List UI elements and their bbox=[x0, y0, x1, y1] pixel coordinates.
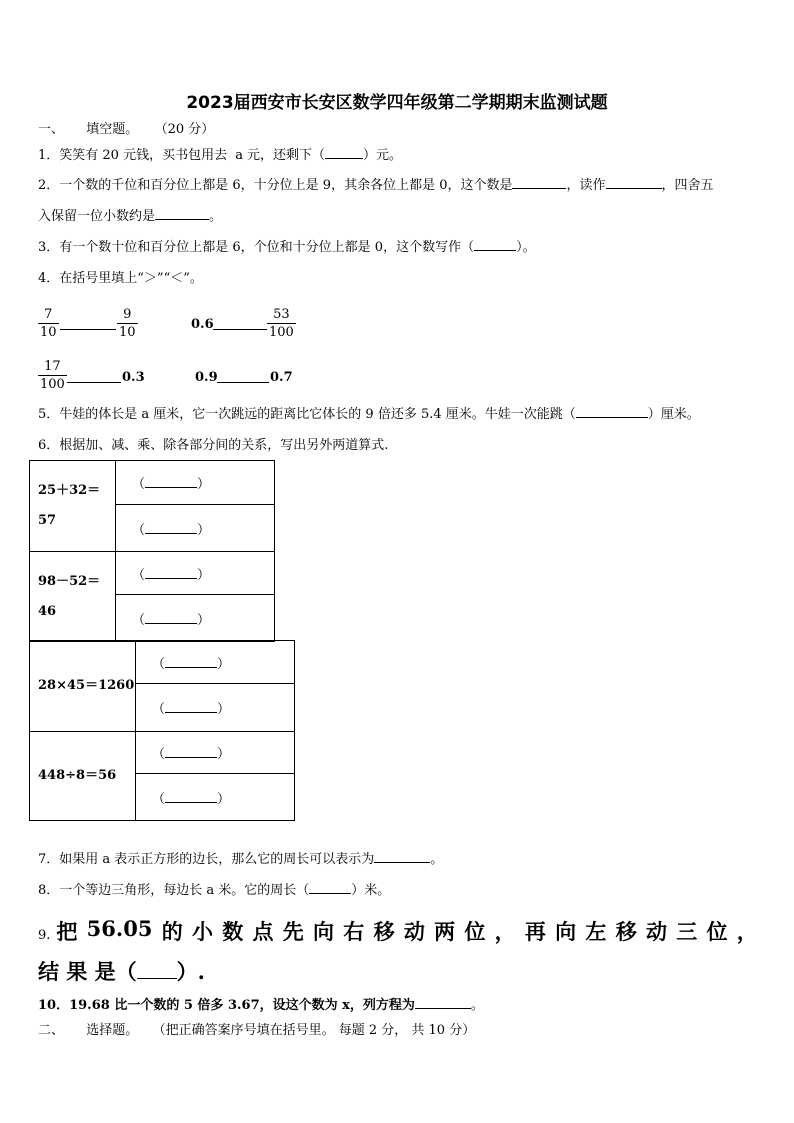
q9-word: 向 bbox=[555, 919, 577, 944]
q9-word: 点 bbox=[252, 919, 274, 944]
q7-text-b: 。 bbox=[430, 852, 444, 867]
q6-row4-answer1[interactable]: （ ） bbox=[136, 732, 295, 774]
q9-word: 再 bbox=[524, 919, 546, 944]
equation-line: 28×45＝1260 bbox=[38, 678, 135, 693]
section2-note: （把正确答案序号填在括号里。 每题 2 分， 共 10 分） bbox=[152, 1023, 476, 1038]
q6-row2-answer1[interactable]: （ ） bbox=[116, 552, 275, 595]
fraction-denominator: 10 bbox=[119, 325, 136, 340]
q4-item3-right-value: 0.3 bbox=[122, 370, 145, 385]
q9-word: 56.05 bbox=[86, 916, 153, 941]
q4-item1-blank[interactable] bbox=[60, 329, 116, 330]
section2-name: 选择题。 bbox=[86, 1023, 139, 1038]
q9-answer-blank[interactable] bbox=[137, 978, 177, 979]
q4-item1-left-fraction bbox=[38, 306, 59, 341]
q9-word: 位 bbox=[706, 919, 728, 944]
equation-line: 448÷8＝56 bbox=[38, 768, 117, 783]
question-6: 6．根据加、减、乘、除各部分间的关系，写出另外两道算式. bbox=[38, 438, 389, 453]
q6-row4-equation bbox=[30, 732, 136, 821]
q9-number: 9. bbox=[38, 928, 51, 943]
q9-word: 动 bbox=[645, 919, 667, 944]
q9-word: 移 bbox=[615, 919, 637, 944]
q9-text-c: ）. bbox=[176, 959, 205, 984]
question-1 bbox=[38, 148, 402, 164]
q5-text-b: ）厘米。 bbox=[647, 407, 700, 422]
q6-row2-answer2[interactable]: （ ） bbox=[116, 595, 275, 642]
q5-text: 5．牛娃的体长是 a 厘米，它一次跳远的距离比它体长的 9 倍还多 5.4 厘米。牛娃一次能跳（ bbox=[38, 407, 576, 422]
question-10 bbox=[38, 998, 484, 1014]
q9-word: 先 bbox=[282, 919, 304, 944]
q6-row3-answer1[interactable]: （ ） bbox=[136, 641, 295, 684]
q9-word: 向 bbox=[313, 919, 335, 944]
equation-line: 25＋32＝ bbox=[38, 483, 101, 498]
equation-line: 46 bbox=[38, 603, 57, 619]
equation-line: 98－52＝ bbox=[38, 573, 101, 589]
question-4: 4．在括号里填上“＞”“＜”。 bbox=[38, 271, 203, 286]
fraction-numerator: 9 bbox=[123, 307, 132, 322]
fraction-numerator: 7 bbox=[44, 307, 53, 322]
q6-table-top bbox=[29, 460, 275, 642]
q9-word: 的 bbox=[161, 919, 183, 944]
fraction-denominator: 100 bbox=[40, 377, 65, 392]
question-2-cont bbox=[38, 209, 222, 225]
q10-text-b: 。 bbox=[470, 998, 484, 1013]
q9-word: ， bbox=[494, 919, 516, 944]
q4-item1-right-fraction bbox=[117, 306, 138, 341]
section1-header bbox=[38, 122, 214, 138]
q3-text-b: ）。 bbox=[516, 240, 536, 255]
question-7 bbox=[38, 852, 443, 868]
q1-text-c: ）元。 bbox=[363, 148, 403, 163]
fraction-numerator: 17 bbox=[44, 359, 61, 374]
section2-number: 二、 bbox=[38, 1023, 65, 1038]
q4-item2-blank[interactable] bbox=[213, 329, 267, 330]
q1-answer-blank[interactable] bbox=[325, 158, 363, 159]
q9-word: 位 bbox=[464, 919, 486, 944]
q5-answer-blank[interactable] bbox=[576, 417, 648, 418]
q9-word: 动 bbox=[403, 919, 425, 944]
section1-score: （20 分） bbox=[154, 122, 215, 137]
q6-row2-equation bbox=[30, 552, 116, 642]
q10-text: 10．19.68 比一个数的 5 倍多 3.67，设这个数为 x，列方程为 bbox=[38, 998, 415, 1013]
q9-word: ， bbox=[736, 919, 758, 944]
q9-text-b: 结 果 是（ bbox=[38, 959, 137, 984]
q4-item3-left-fraction bbox=[38, 358, 67, 393]
q8-answer-blank[interactable] bbox=[309, 893, 351, 894]
page-title: 2023届西安市长安区数学四年级第二学期期末监测试题 bbox=[186, 93, 608, 113]
q9-word: 移 bbox=[373, 919, 395, 944]
q7-text: 7．如果用 a 表示正方形的边长，那么它的周长可以表示为 bbox=[38, 852, 375, 867]
q10-answer-blank[interactable] bbox=[415, 1008, 471, 1009]
q9-word: 小 bbox=[191, 919, 213, 944]
q4-item2-left-value: 0.6 bbox=[191, 317, 214, 332]
q2-rounded-blank[interactable] bbox=[155, 219, 209, 220]
fraction-denominator: 100 bbox=[269, 325, 294, 340]
fraction-denominator: 10 bbox=[40, 325, 57, 340]
q6-row1-answer2[interactable]: （ ） bbox=[116, 505, 275, 552]
q9-word: 把 bbox=[56, 919, 78, 944]
question-5 bbox=[38, 407, 700, 423]
q9-word: 两 bbox=[434, 919, 456, 944]
q2-number-blank[interactable] bbox=[512, 188, 566, 189]
question-9-line1 bbox=[38, 916, 758, 946]
question-8 bbox=[38, 883, 390, 899]
q4-item4-blank[interactable] bbox=[217, 382, 269, 383]
q6-row3-answer2[interactable]: （ ） bbox=[136, 684, 295, 732]
q2-text-d: 入保留一位小数约是 bbox=[38, 209, 156, 224]
q6-table-bottom bbox=[29, 640, 295, 821]
q1-text-b: 元，还剩下（ bbox=[246, 148, 325, 163]
section1-name: 填空题。 bbox=[86, 122, 139, 137]
q2-text-e: 。 bbox=[209, 209, 223, 224]
q1-text: 1．笑笑有 20 元钱，买书包用去 bbox=[38, 148, 228, 163]
equation-line: 57 bbox=[38, 513, 57, 528]
q6-row3-equation bbox=[30, 641, 136, 732]
fraction-numerator: 53 bbox=[273, 307, 290, 322]
q8-text-b: ）米。 bbox=[351, 883, 391, 898]
q8-text: 8．一个等边三角形，每边长 a 米。它的周长（ bbox=[38, 883, 310, 898]
section1-number: 一、 bbox=[38, 122, 65, 137]
q2-reading-blank[interactable] bbox=[606, 188, 662, 189]
q9-word: 右 bbox=[343, 919, 365, 944]
q9-sentence bbox=[56, 916, 758, 946]
q1-variable: a bbox=[235, 148, 243, 163]
q6-row1-answer1[interactable]: （ ） bbox=[116, 461, 275, 505]
q3-answer-blank[interactable] bbox=[474, 250, 516, 251]
q4-item4-left-value: 0.9 bbox=[195, 370, 218, 385]
q6-row4-answer2[interactable]: （ ） bbox=[136, 774, 295, 821]
question-3 bbox=[38, 240, 536, 256]
q4-item4-right-value: 0.7 bbox=[270, 370, 293, 385]
question-2 bbox=[38, 178, 714, 194]
question-9-line2 bbox=[38, 956, 205, 986]
q4-item2-right-fraction bbox=[267, 306, 296, 341]
section2-header bbox=[38, 1023, 475, 1039]
q9-word: 数 bbox=[222, 919, 244, 944]
q2-text-b: ，读作 bbox=[566, 178, 606, 193]
q2-text: 2．一个数的千位和百分位上都是 6，十分位上是 9，其余各位上都是 0，这个数是 bbox=[38, 178, 513, 193]
q6-row1-equation bbox=[30, 461, 116, 552]
q7-answer-blank[interactable] bbox=[374, 862, 430, 863]
q4-item3-blank[interactable] bbox=[67, 382, 121, 383]
q9-word: 左 bbox=[585, 919, 607, 944]
q3-text: 3．有一个数十位和百分位上都是 6，个位和十分位上都是 0，这个数写作（ bbox=[38, 240, 475, 255]
q9-word: 三 bbox=[676, 919, 698, 944]
q2-text-c: ，四舍五 bbox=[661, 178, 714, 193]
